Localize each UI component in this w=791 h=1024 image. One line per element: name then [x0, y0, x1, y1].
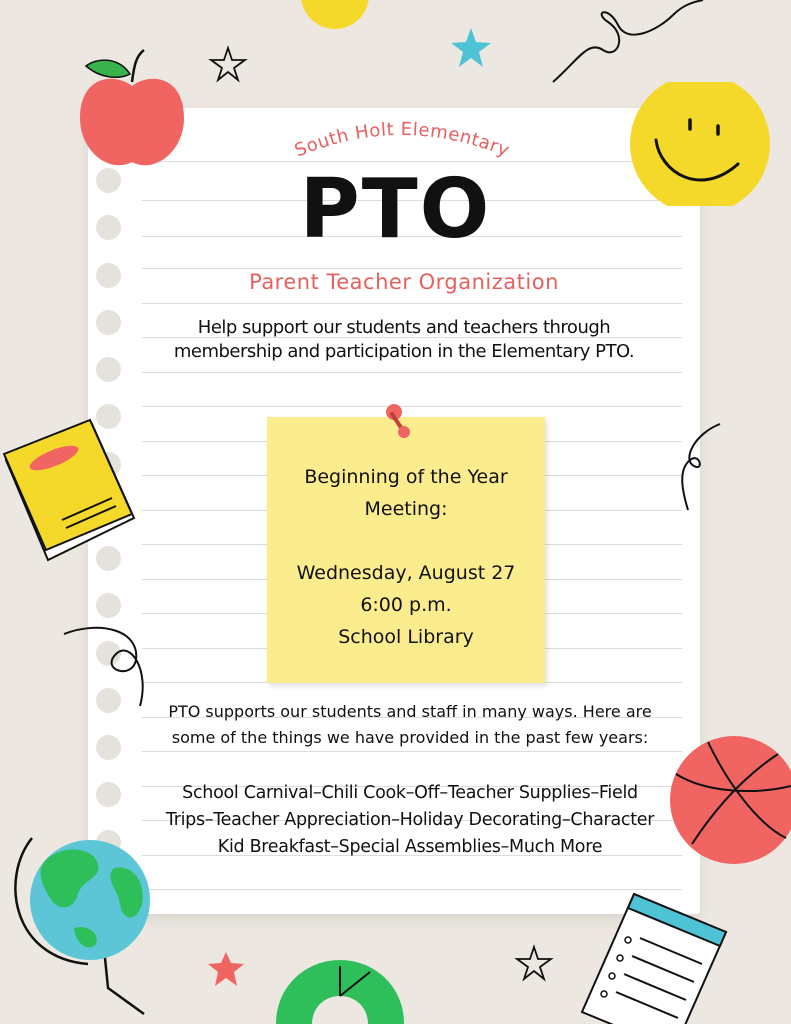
page-subtitle: Parent Teacher Organization — [249, 270, 559, 294]
squiggle-icon — [674, 420, 734, 512]
provided-items: School Carnival–Chili Cook–Off–Teacher Supplies–Field Trips–Teacher Appreciation–Holiday Decorating–Character Kid Breakfast–Special Assemblies–Much More — [165, 783, 655, 857]
squiggle-icon — [60, 620, 160, 710]
star-icon — [206, 950, 246, 988]
apple-icon — [74, 44, 190, 176]
sun-icon — [300, 0, 370, 32]
sticky-note — [267, 417, 545, 683]
meeting-details — [267, 557, 545, 653]
support-text: PTO supports our students and staff in many ways. Here are some of the things we have provided in the past few years: — [168, 702, 652, 747]
squiggle-icon — [548, 0, 708, 90]
svg-text:South Holt Elementary: South Holt Elementary — [291, 118, 513, 162]
book-icon — [0, 418, 142, 570]
star-outline-icon — [514, 944, 554, 982]
star-icon — [449, 26, 493, 70]
meeting-time: 6:00 p.m. — [360, 594, 452, 616]
meeting-location: School Library — [338, 626, 474, 648]
intro-text — [100, 316, 708, 364]
intro-line: membership and participation in the Elementary PTO. — [173, 341, 635, 362]
page-title: PTO — [299, 162, 492, 257]
star-outline-icon — [208, 45, 248, 83]
protractor-icon — [272, 956, 408, 1024]
meeting-date: Wednesday, August 27 — [296, 562, 516, 584]
meeting-heading: Beginning of the Year Meeting: — [304, 466, 508, 520]
notepad-icon — [574, 890, 730, 1024]
intro-line: Help support our students and teachers through — [197, 317, 611, 338]
pushpin-icon — [382, 402, 416, 440]
